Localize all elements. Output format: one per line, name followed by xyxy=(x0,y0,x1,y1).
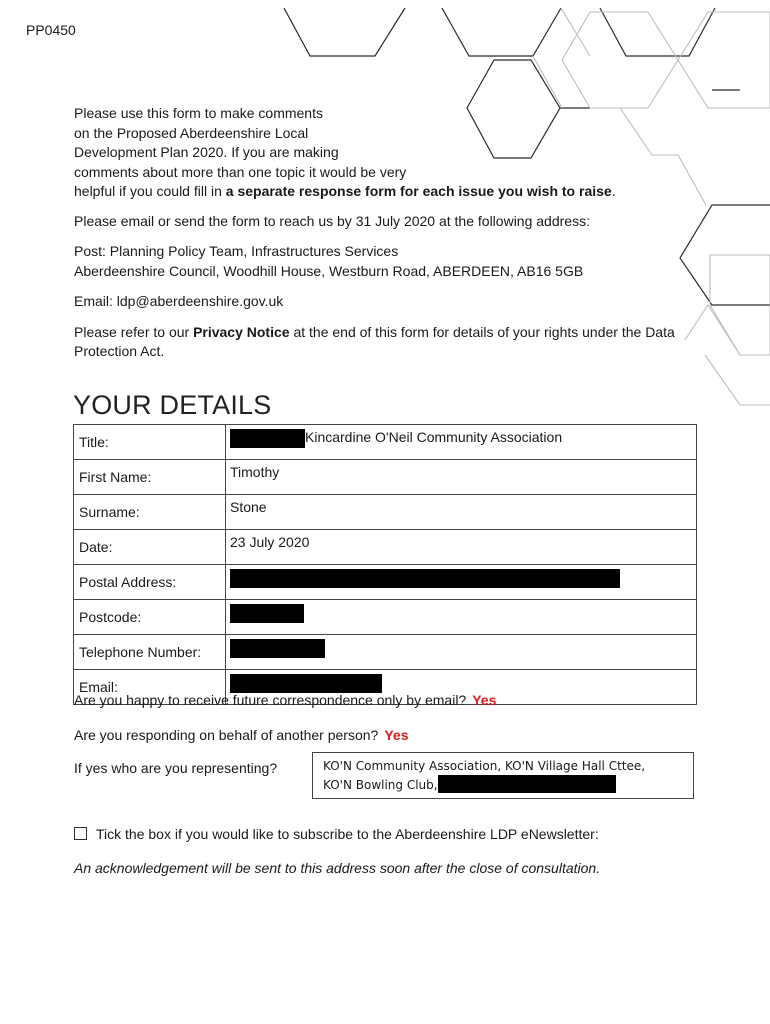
field-label: Email: xyxy=(74,670,226,705)
postal-address-field[interactable] xyxy=(226,565,697,600)
contact-email-paragraph: Email: ldp@aberdeenshire.gov.uk xyxy=(74,293,284,309)
reference-code: PP0450 xyxy=(26,22,76,38)
privacy-prefix: Please refer to our xyxy=(74,323,194,340)
surname-field[interactable]: Stone xyxy=(226,495,697,530)
table-row xyxy=(74,425,697,460)
field-label: Date: xyxy=(74,530,226,565)
intro-line: Development Plan 2020. If you are making xyxy=(74,144,339,160)
field-label: First Name: xyxy=(74,460,226,495)
field-value: Kincardine O'Neil Community Association xyxy=(305,429,563,446)
answer-yes[interactable]: Yes xyxy=(472,692,497,708)
representing-line-1: KO'N Community Association, KO'N Village Hall Cttee, xyxy=(323,759,646,773)
intro-line-bold: a separate response form for each issue you wish to raise xyxy=(225,183,612,199)
newsletter-label: Tick the box if you would like to subscribe to the Aberdeenshire LDP eNewsletter: xyxy=(96,826,599,842)
answer-yes[interactable]: Yes xyxy=(384,727,409,743)
question-text: Are you responding on behalf of another person? xyxy=(74,727,379,743)
intro-line: comments about more than one topic it would be very xyxy=(74,163,407,180)
privacy-suffix: at the end of this form for details of your rights under the Data Protection Act. xyxy=(74,323,675,359)
on-behalf-question xyxy=(74,727,408,743)
table-row xyxy=(74,600,697,635)
postal-address-paragraph xyxy=(74,242,714,281)
table-row xyxy=(74,565,697,600)
privacy-paragraph xyxy=(74,323,684,362)
newsletter-option xyxy=(74,826,599,842)
table-row xyxy=(74,635,697,670)
postal-line-1: Post: Planning Policy Team, Infrastructures Services xyxy=(74,243,399,259)
redaction-block xyxy=(230,604,304,623)
intro-text xyxy=(74,104,714,362)
intro-line-prefix: helpful if you could fill in xyxy=(74,183,226,199)
intro-line xyxy=(74,182,714,202)
table-row xyxy=(74,460,697,495)
date-field[interactable]: 23 July 2020 xyxy=(226,530,697,565)
representing-field[interactable] xyxy=(312,752,694,799)
question-text: Are you happy to receive future correspondence only by email? xyxy=(74,692,467,708)
newsletter-checkbox[interactable] xyxy=(74,827,87,840)
field-label: Telephone Number: xyxy=(74,635,226,670)
field-label: Postcode: xyxy=(74,600,226,635)
table-row xyxy=(74,495,697,530)
intro-line-suffix: . xyxy=(611,183,616,199)
redaction-block xyxy=(230,429,305,448)
intro-paragraph-1 xyxy=(74,104,714,202)
redaction-block xyxy=(230,674,382,693)
deadline-paragraph: Please email or send the form to reach us by 31 July 2020 at the following address: xyxy=(74,212,590,229)
representing-question: If yes who are you representing? xyxy=(74,760,278,776)
table-row xyxy=(74,530,697,565)
intro-line: on the Proposed Aberdeenshire Local xyxy=(74,124,309,141)
representing-text: KO'N Bowling Club, xyxy=(323,778,438,792)
telephone-field[interactable] xyxy=(226,635,697,670)
redaction-block xyxy=(230,569,620,588)
representing-line-2 xyxy=(323,775,693,794)
acknowledgement-note: An acknowledgement will be sent to this address soon after the close of consultation. xyxy=(74,860,601,876)
title-field[interactable] xyxy=(226,425,697,460)
postcode-field[interactable] xyxy=(226,600,697,635)
details-table xyxy=(73,424,697,705)
privacy-notice-link: Privacy Notice xyxy=(193,323,290,340)
field-label: Surname: xyxy=(74,495,226,530)
redaction-block xyxy=(230,639,325,658)
postal-line-2: Aberdeenshire Council, Woodhill House, Westburn Road, ABERDEEN, AB16 5GB xyxy=(74,262,584,279)
email-correspondence-question xyxy=(74,692,496,708)
intro-line: Please use this form to make comments xyxy=(74,105,323,121)
first-name-field[interactable]: Timothy xyxy=(226,460,697,495)
field-label: Postal Address: xyxy=(74,565,226,600)
your-details-heading: YOUR DETAILS xyxy=(73,390,272,420)
field-label: Title: xyxy=(74,425,226,460)
redaction-block xyxy=(438,775,616,793)
